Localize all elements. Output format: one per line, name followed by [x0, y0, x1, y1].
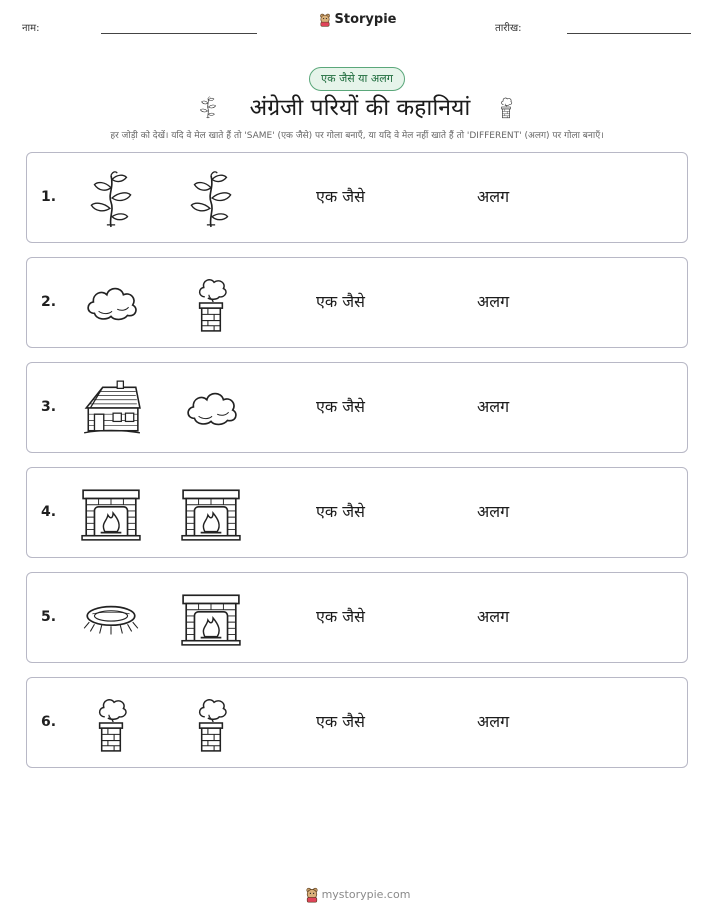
worksheet-type-badge: एक जैसे या अलग: [309, 67, 405, 91]
brand: [0, 12, 714, 27]
beanstalk-icon: [180, 167, 242, 229]
title-chimney-icon: [494, 92, 518, 122]
pair-row: [26, 152, 688, 243]
page-title: अंग्रेजी परियों की कहानियां: [249, 95, 471, 121]
row-number: 5.: [41, 609, 57, 625]
fireplace-icon: [180, 587, 242, 649]
different-option[interactable]: अलग: [477, 502, 510, 521]
same-option[interactable]: एक जैसे: [316, 292, 365, 311]
pair-row: [26, 362, 688, 453]
date-label: तारीख:: [495, 23, 522, 34]
different-option[interactable]: अलग: [477, 712, 510, 731]
fireplace-icon: [80, 482, 142, 544]
row-number: 6.: [41, 714, 57, 730]
different-option[interactable]: अलग: [477, 397, 510, 416]
row-number: 1.: [41, 189, 57, 205]
nest-icon: [80, 587, 142, 649]
cloud-icon: [80, 272, 142, 334]
cottage-icon: [80, 377, 142, 439]
chimney-icon: [80, 692, 142, 754]
same-option[interactable]: एक जैसे: [316, 607, 365, 626]
different-option[interactable]: अलग: [477, 292, 510, 311]
pair-row: [26, 677, 688, 768]
date-line[interactable]: [567, 33, 691, 34]
footer-logo-icon: [304, 887, 320, 903]
row-number: 3.: [41, 399, 57, 415]
brand-name: Storypie: [334, 12, 397, 27]
pair-row: [26, 257, 688, 348]
beanstalk-icon: [80, 167, 142, 229]
name-line[interactable]: [101, 33, 257, 34]
name-label: नाम:: [22, 23, 40, 34]
title-beanstalk-icon: [196, 91, 220, 123]
row-number: 2.: [41, 294, 57, 310]
pair-row: [26, 467, 688, 558]
row-number: 4.: [41, 504, 57, 520]
different-option[interactable]: अलग: [477, 607, 510, 626]
different-option[interactable]: अलग: [477, 187, 510, 206]
footer: [0, 887, 714, 903]
same-option[interactable]: एक जैसे: [316, 712, 365, 731]
footer-url[interactable]: mystorypie.com: [321, 888, 411, 901]
storypie-logo-icon: [318, 13, 332, 27]
same-option[interactable]: एक जैसे: [316, 397, 365, 416]
chimney-icon: [180, 272, 242, 334]
fireplace-icon: [180, 482, 242, 544]
chimney-icon: [180, 692, 242, 754]
cloud-icon: [180, 377, 242, 439]
pair-row: [26, 572, 688, 663]
same-option[interactable]: एक जैसे: [316, 502, 365, 521]
same-option[interactable]: एक जैसे: [316, 187, 365, 206]
instructions: हर जोड़ी को देखें। यदि वे मेल खाते हैं तो 'SAME' (एक जैसे) पर गोला बनाएँ, या यदि वे मेल नहीं खाते हैं तो 'DIFFERENT' (अलग) पर गोला बनाएँ।: [110, 131, 604, 141]
